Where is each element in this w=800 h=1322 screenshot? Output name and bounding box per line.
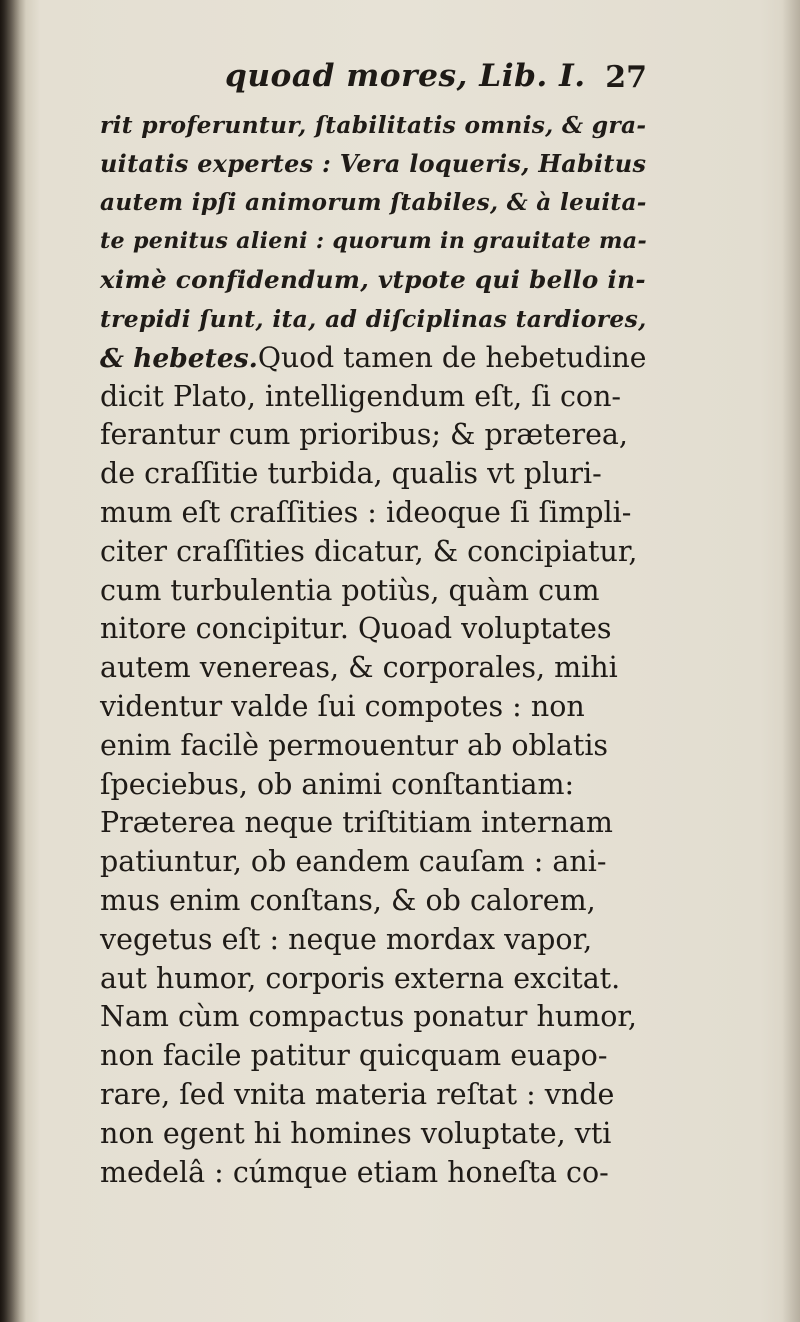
page-number: 27 [605,60,647,95]
text-line: ximè confidendum, vtpote qui bello in- [100,265,646,295]
text-line: autem venereas, & corporales, mihi [100,651,618,685]
text-line: videntur valde ſui compotes : non [100,689,585,723]
text-line: Præterea neque triſtitiam internam [100,806,613,840]
text-line: rare, ſed vnita materia reſtat : vnde [100,1077,615,1111]
text-line: nitore concipitur. Quoad voluptates [100,612,612,646]
gutter-shadow [0,0,26,1322]
text-line: non egent hi homines voluptate, vti [100,1116,612,1150]
text-line: Nam cùm compactus ponatur humor, [100,1000,637,1034]
text-line: patiuntur, ob eandem cauſam : ani- [100,845,607,879]
text-line: dicit Plato, intelligendum eſt, ſi con- [100,379,622,413]
text-line: non facile patitur quicquam euapo- [100,1039,608,1073]
text-line: citer craſſities dicatur, & concipiatur, [100,534,638,568]
text-line: medelâ : cúmque etiam honeſta co- [100,1155,609,1189]
text-line: aut humor, corporis externa excitat. [100,961,621,995]
page-header [225,58,665,104]
text-line: vegetus eſt : neque mordax vapor, [100,922,593,956]
text-line: mum eſt craſſities : ideoque ſi ſimpli- [100,495,632,529]
running-head: quoad mores, Lib. I. [225,58,586,94]
text-line: uitatis expertes : Vera loqueris, Habitus [100,149,647,178]
text-line: ſpeciebus, ob animi conſtantiam: [100,767,575,801]
roman-fragment: Quod tamen de hebetudine [257,340,647,374]
text-line: de craſſitie turbida, qualis vt pluri- [100,457,602,491]
text-line: enim facilè permouentur ab oblatis [100,728,609,762]
italic-fragment: & hebetes. [100,342,258,374]
text-line: ferantur cum prioribus; & præterea, [100,418,628,452]
text-line [100,339,648,378]
text-line: rit proferuntur, ſtabilitatis omnis, & gra- [100,111,647,139]
text-line: te penitus alieni : quorum in grauitate ma- [100,228,647,255]
text-line: trepidi ſunt, ita, ad diſciplinas tardiores, [100,304,647,333]
page-edge [782,0,800,1322]
text-line: mus enim conſtans, & ob calorem, [100,883,596,917]
text-line: autem ipſi animorum ſtabiles, & à leuita- [100,188,647,216]
body-text [100,106,648,1192]
text-line: cum turbulentia potiùs, quàm cum [100,573,600,607]
